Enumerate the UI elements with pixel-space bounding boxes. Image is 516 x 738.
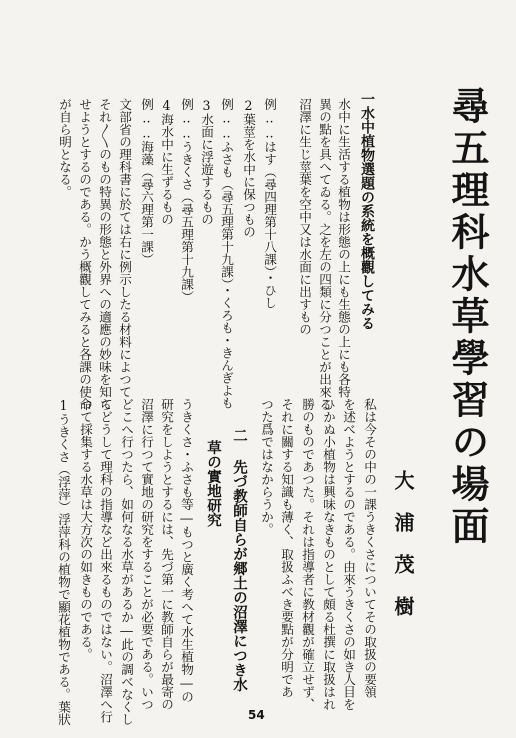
author-name: 大浦茂樹	[391, 470, 415, 638]
text-column: 沼澤に行つて實地の研究をすることが必要である。いつ	[139, 398, 154, 711]
text-column: うきくさ・ふさも等―もつと廣く考へて水生植物―の	[179, 398, 194, 703]
text-column: 沼澤に生じ莖葉を空中又は水面に出すもの	[297, 98, 312, 336]
section-1-heading: 一水中植物選題の系統を概觀してみる	[359, 92, 375, 330]
text-column: 水中に生活する植物は形態の上にも生態の上にも各特	[336, 98, 351, 398]
text-column: 3水面に浮遊するもの	[199, 98, 214, 226]
text-column: 研究をしようとするには、先づ第一に教師自らが最寄の	[159, 398, 174, 711]
text-column: それに關する知識も薄く、取扱ふべき要點が分明であ	[279, 398, 294, 698]
text-column: 例‥‥海藻（尋六理第一課）	[139, 98, 154, 266]
text-column: つた爲ではなからうか。	[259, 398, 274, 536]
page-number: 54	[248, 708, 265, 722]
text-column: 1うきくさ（浮萍）浮萍科の植物で顯花植物である。葉狀	[56, 398, 71, 726]
text-column: せようとするのである。かう概觀してみると各課の使命	[77, 98, 92, 411]
text-column: 文部省の理科書に於ては右に例示したる材料によつて	[117, 98, 132, 398]
text-column: を述べようとするのである。由來うきくさの如き人目を	[341, 398, 356, 711]
text-column: てどうして理科の指導など出來るものではない。沼澤へ行	[98, 398, 113, 723]
text-column: 勝のものであつた。それは指導者に教材觀が確立せず、	[300, 398, 315, 711]
text-column: 異の點を具へてゐる。之を左の四類に分つことが出來る	[317, 98, 332, 411]
text-column: 例‥‥ふさも（尋五理第十九課）・くろも・きんぎよも	[219, 98, 234, 410]
section-2-heading: 二 先づ教師自らが郷土の沼澤につき水	[231, 428, 248, 692]
text-column: 例‥‥はす（尋四理第十八課）・ひし	[262, 98, 277, 310]
text-column: それ〳〵のもの特異の形態と外界への適應の妙味を知ら	[97, 98, 112, 411]
text-column: 私は今その中の一課うきくさについてその取扱の要領	[362, 398, 377, 698]
section-2-subheading: 草の實地研究	[205, 440, 222, 527]
text-column: が自ら明となる。	[57, 98, 72, 198]
text-column: 2葉莖を水中に保つもの	[241, 98, 256, 238]
text-column: どこへ行つたら、如何なる水草があるか―此の調べなくし	[119, 398, 134, 726]
text-column: ひかぬ小植物は興味なきものとして頗る杜撰に取扱はれ	[321, 398, 336, 711]
text-column: 4海水中に生ずるもの	[159, 98, 174, 226]
text-column: 例‥‥うきくさ（尋五理第十九課）	[179, 98, 194, 303]
page-title: 尋五理科水草學習の場面	[445, 86, 490, 548]
text-column: つて採集する水草は大方次の如きものである。	[78, 398, 93, 661]
